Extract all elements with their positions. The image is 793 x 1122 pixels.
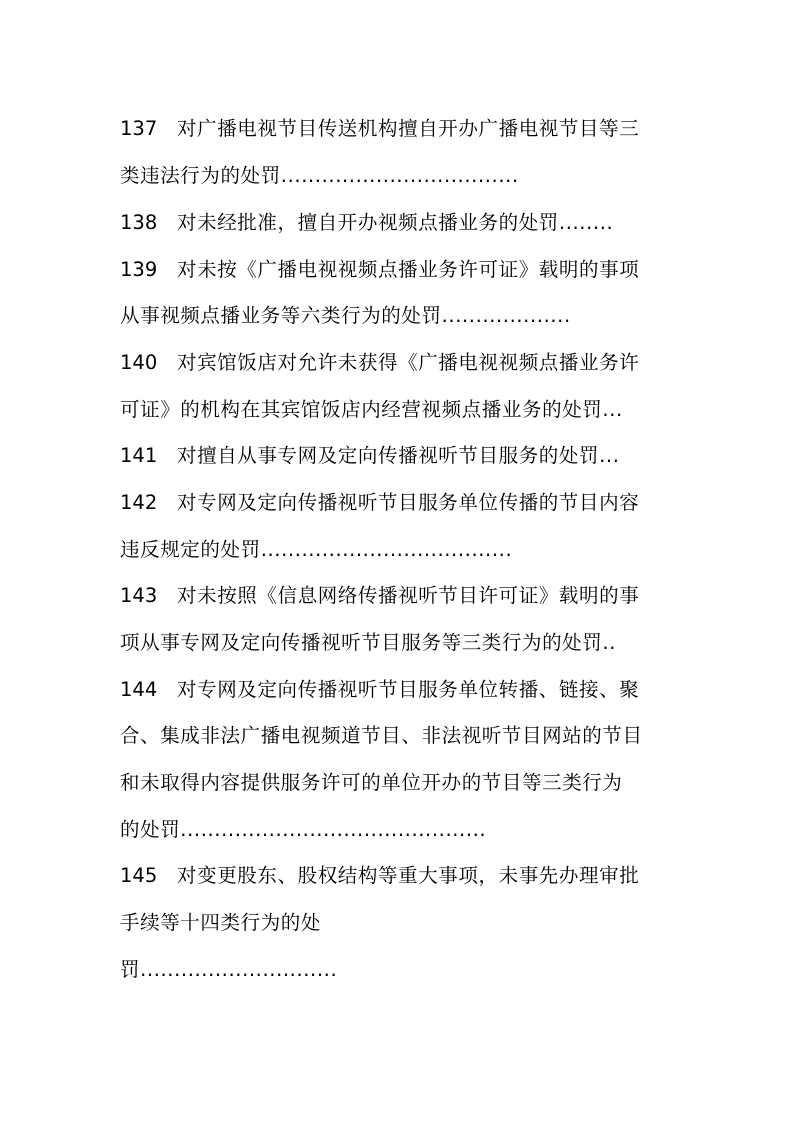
toc-entry-137-line-1 xyxy=(120,117,639,141)
toc-entry-144-line-4: 的处罚............................................. xyxy=(120,818,487,841)
toc-entry-145-line-3: 罚............................. xyxy=(120,958,338,981)
toc-entry-143-line-1 xyxy=(120,584,639,608)
toc-entry-number: 140 xyxy=(120,351,158,374)
toc-entry-144-line-3: 和未取得内容提供服务许可的单位开办的节目等三类行为 xyxy=(120,771,623,794)
toc-entry-138-line-1 xyxy=(120,211,613,235)
toc-entry-142-line-2: 违反规定的处罚..................................... xyxy=(120,538,513,561)
toc-entry-143-line-2: 项从事专网及定向传播视听节目服务等三类行为的处罚.. xyxy=(120,631,616,654)
toc-entry-137-line-2: 类违法行为的处罚................................... xyxy=(120,164,519,187)
toc-entry-145-line-2: 手续等十四类行为的处 xyxy=(120,911,322,934)
toc-entry-title: 对未按《广播电视视频点播业务许可证》载明的事项 xyxy=(177,258,640,281)
toc-entry-number: 143 xyxy=(120,584,158,607)
toc-entry-title: 对专网及定向传播视听节目服务单位传播的节目内容 xyxy=(177,491,640,514)
toc-entry-title: 对宾馆饭店对允许未获得《广播电视视频点播业务许 xyxy=(177,351,640,374)
toc-entry-title: 对未按照《信息网络传播视听节目许可证》载明的事 xyxy=(177,584,640,607)
toc-entry-144-line-2: 合、集成非法广播电视频道节目、非法视听节目网站的节目 xyxy=(120,724,643,747)
toc-entry-number: 142 xyxy=(120,491,158,514)
toc-entry-144-line-1 xyxy=(120,678,639,702)
toc-entry-title: 对广播电视节目传送机构擅自开办广播电视节目等三 xyxy=(177,117,640,140)
toc-entry-139-line-1 xyxy=(120,258,639,282)
toc-entry-number: 137 xyxy=(120,117,158,140)
toc-entry-number: 139 xyxy=(120,258,158,281)
toc-entry-140-line-1 xyxy=(120,351,639,375)
toc-entry-number: 144 xyxy=(120,678,158,701)
toc-entry-number: 138 xyxy=(120,211,158,234)
toc-entry-title: 对擅自从事专网及定向传播视听节目服务的处罚... xyxy=(177,444,620,467)
toc-entry-140-line-2: 可证》的机构在其宾馆饭店内经营视频点播业务的处罚... xyxy=(120,398,623,421)
toc-entry-title: 对未经批准，擅自开办视频点播业务的处罚........ xyxy=(177,211,614,234)
toc-entry-145-line-1 xyxy=(120,864,639,888)
toc-entry-title: 对变更股东、股权结构等重大事项，未事先办理审批 xyxy=(177,864,640,887)
toc-entry-title: 对专网及定向传播视听节目服务单位转播、链接、聚 xyxy=(177,678,640,701)
toc-entry-141-line-1 xyxy=(120,444,620,468)
toc-entry-142-line-1 xyxy=(120,491,639,515)
toc-entry-number: 141 xyxy=(120,444,158,467)
toc-entry-number: 145 xyxy=(120,864,158,887)
toc-entry-139-line-2: 从事视频点播业务等六类行为的处罚................... xyxy=(120,304,571,327)
